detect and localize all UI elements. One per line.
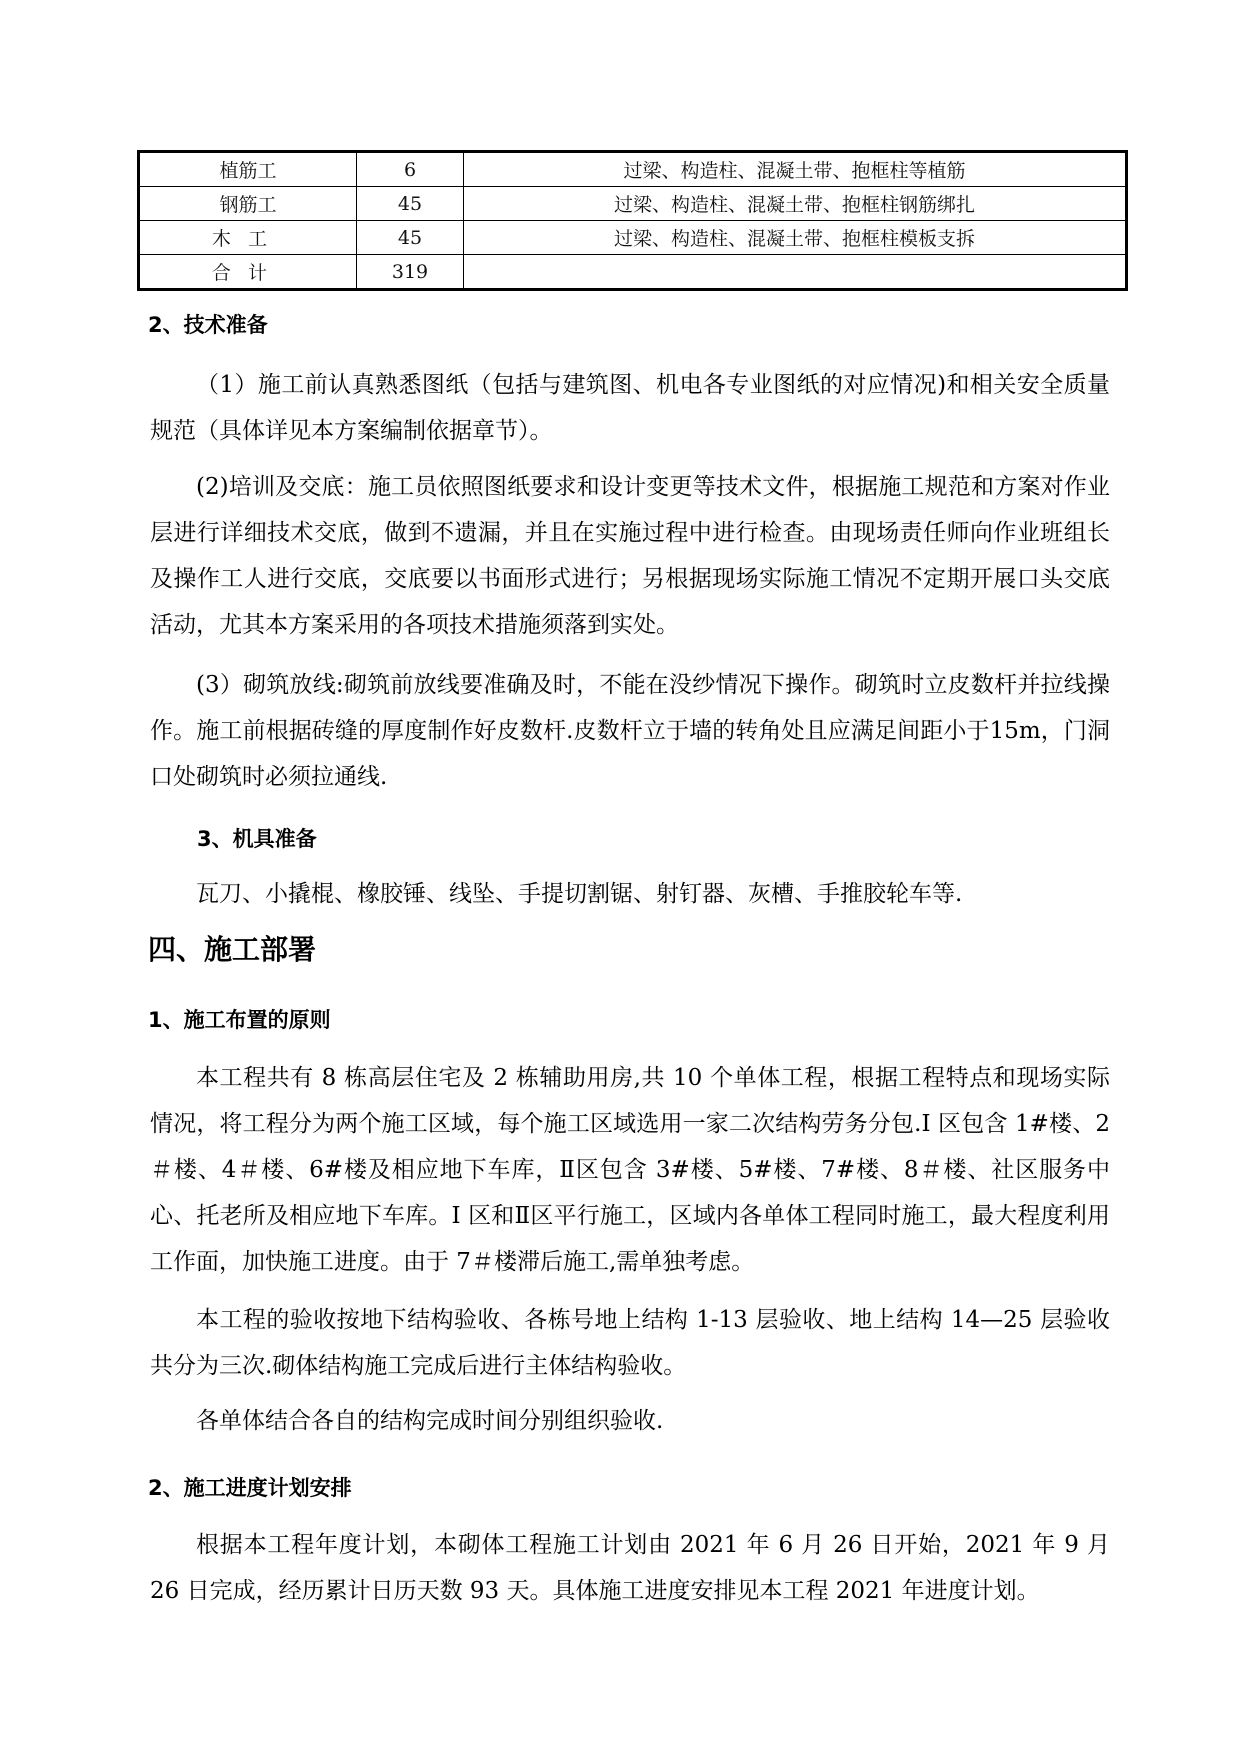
- work-cell: [464, 255, 1127, 290]
- tech-prep-heading: 2、技术准备: [148, 313, 268, 337]
- layout-principle-paragraph-1: 本工程共有 8 栋高层住宅及 2 栋辅助用房,共 10 个单体工程，根据工程特点和现场实际情况，将工程分为两个施工区域，每个施工区域选用一家二次结构劳务分包.I 区包含 1#楼、2＃楼、4＃楼、6#楼及相应地下车库，Ⅱ区包含 3#楼、5#楼、7#楼、8＃楼、社区服务中心、托老所及相应地下车库。I 区和Ⅱ区平行施工，区域内各单体工程同时施工，最大程度利用工作面，加快施工进度。由于 7＃楼滞后施工,需单独考虑。: [150, 1065, 1110, 1275]
- tech-prep-paragraph-1: （1）施工前认真熟悉图纸（包括与建筑图、机电各专业图纸的对应情况)和相关安全质量规范（具体详见本方案编制依据章节）。: [150, 372, 1110, 444]
- table-row: [139, 221, 1127, 255]
- labor-table: [137, 150, 1128, 291]
- tech-prep-paragraph-3: (3）砌筑放线:砌筑前放线要准确及时，不能在没纱情况下操作。砌筑时立皮数杆并拉线操作。施工前根据砖缝的厚度制作好皮数杆.皮数杆立于墙的转角处且应满足间距小于15m，门洞口处砌筑时必须拉通线.: [150, 672, 1110, 790]
- count-cell: 319: [357, 255, 464, 290]
- tool-prep-paragraph: 瓦刀、小撬棍、橡胶锤、线坠、手提切割锯、射钉器、灰槽、手推胶轮车等.: [196, 881, 963, 907]
- table-row-total: [139, 255, 1127, 290]
- table-row: [139, 152, 1127, 187]
- count-cell: 45: [357, 187, 464, 221]
- count-cell: 45: [357, 221, 464, 255]
- section-heading: 四、施工部署: [148, 933, 317, 966]
- work-cell: 过梁、构造柱、混凝土带、抱框柱等植筋: [464, 152, 1127, 187]
- tech-prep-paragraph-2: (2)培训及交底：施工员依照图纸要求和设计变更等技术文件，根据施工规范和方案对作业层进行详细技术交底，做到不遗漏，并且在实施过程中进行检查。由现场责任师向作业班组长及操作工人进行交底，交底要以书面形式进行；另根据现场实际施工情况不定期开展口头交底活动，尤其本方案采用的各项技术措施须落到实处。: [150, 474, 1110, 638]
- layout-principle-paragraph-3: 各单体结合各自的结构完成时间分别组织验收.: [196, 1408, 664, 1434]
- trade-cell: 合计: [139, 255, 357, 290]
- work-cell: 过梁、构造柱、混凝土带、抱框柱钢筋绑扎: [464, 187, 1127, 221]
- schedule-heading: 2、施工进度计划安排: [148, 1476, 352, 1500]
- schedule-paragraph: 根据本工程年度计划，本砌体工程施工计划由 2021 年 6 月 26 日开始，2021 年 9 月 26 日完成，经历累计日历天数 93 天。具体施工进度安排见本工程 2021 年进度计划。: [150, 1532, 1110, 1604]
- table-row: [139, 187, 1127, 221]
- trade-cell: 钢筋工: [139, 187, 357, 221]
- trade-cell: 木工: [139, 221, 357, 255]
- tool-prep-heading: 3、机具准备: [197, 827, 317, 851]
- trade-cell: 植筋工: [139, 152, 357, 187]
- layout-principle-paragraph-2: 本工程的验收按地下结构验收、各栋号地上结构 1-13 层验收、地上结构 14—25 层验收共分为三次.砌体结构施工完成后进行主体结构验收。: [150, 1307, 1110, 1379]
- count-cell: 6: [357, 152, 464, 187]
- layout-principle-heading: 1、施工布置的原则: [148, 1008, 331, 1032]
- work-cell: 过梁、构造柱、混凝土带、抱框柱模板支拆: [464, 221, 1127, 255]
